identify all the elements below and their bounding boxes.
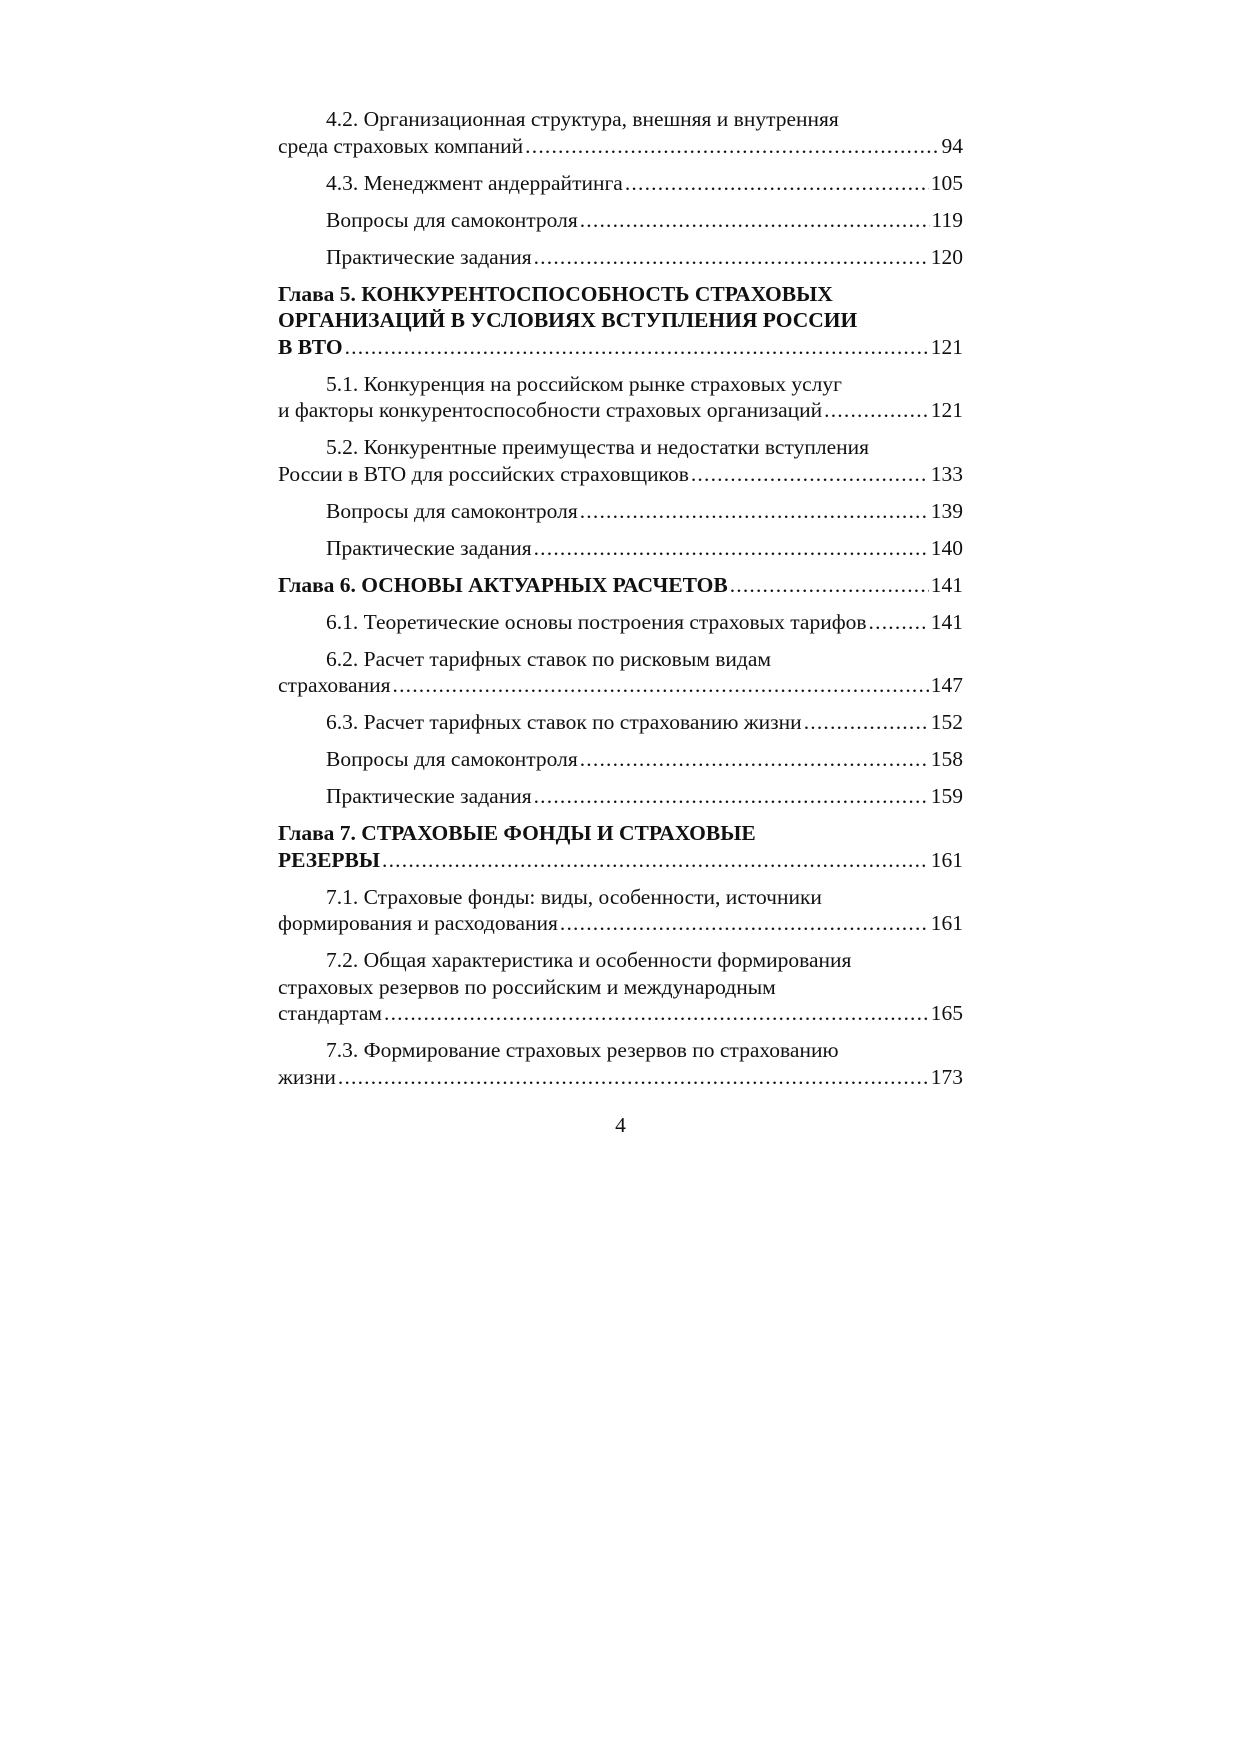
toc-entry-title-line: среда страховых компаний	[278, 133, 524, 158]
toc-page-number: 141	[930, 572, 963, 597]
dot-leader	[580, 498, 929, 525]
toc-entry-row	[278, 207, 963, 234]
toc-entry-title-line: Глава 6. ОСНОВЫ АКТУАРНЫХ РАСЧЕТОВ	[278, 572, 728, 597]
dot-leader	[869, 609, 929, 636]
toc-entry-row	[278, 535, 963, 562]
page-number: 4	[615, 1113, 626, 1137]
dot-leader	[382, 847, 929, 874]
toc-entry-title-line: Практические задания	[326, 244, 532, 269]
toc-entry-row	[278, 334, 963, 361]
dot-leader	[580, 746, 929, 773]
toc-section-entry	[278, 434, 963, 487]
dot-leader	[560, 910, 929, 937]
toc-entry-row	[278, 847, 963, 874]
toc-entry-row	[278, 498, 963, 525]
toc-section-entry	[278, 535, 963, 562]
toc-entry-title-line: 7.3. Формирование страховых резервов по страхованию	[326, 1038, 839, 1062]
toc-page-number: 158	[930, 747, 963, 771]
table-of-contents	[278, 106, 963, 1101]
dot-leader	[384, 1000, 929, 1027]
toc-entry-row	[278, 170, 963, 197]
toc-page-number: 173	[930, 1064, 963, 1089]
toc-chapter-entry	[278, 281, 963, 361]
toc-entry-row	[278, 572, 963, 599]
toc-section-entry	[278, 244, 963, 271]
toc-entry-title-line: Вопросы для самоконтроля	[326, 207, 578, 232]
toc-entry-title-line: и факторы конкурентоспособности страховых организаций	[278, 398, 823, 422]
dot-leader	[625, 170, 929, 197]
dot-leader	[534, 244, 929, 271]
toc-entry-row	[278, 133, 963, 160]
toc-entry-row	[278, 244, 963, 271]
toc-page-number: 161	[930, 911, 963, 935]
toc-page-number: 94	[941, 133, 963, 158]
toc-entry-row	[278, 783, 963, 810]
dot-leader	[345, 334, 929, 361]
toc-page-number: 152	[930, 710, 963, 734]
toc-chapter-entry	[278, 820, 963, 873]
toc-entry-title-line: 4.3. Менеджмент андеррайтинга	[326, 170, 623, 195]
toc-section-entry	[278, 609, 963, 636]
toc-entry-row	[278, 910, 963, 937]
dot-leader	[691, 461, 929, 488]
toc-entry-row	[278, 1000, 963, 1027]
toc-entry-title-line: 6.3. Расчет тарифных ставок по страхованию жизни	[326, 710, 802, 734]
toc-entry-title-line: Вопросы для самоконтроля	[326, 747, 578, 771]
toc-entry-title-line: 6.1. Теоретические основы построения страховых тарифов	[326, 609, 867, 634]
toc-entry-title-line: 5.2. Конкурентные преимущества и недостатки вступления	[326, 435, 870, 459]
toc-entry-title-line: В ВТО	[278, 334, 343, 359]
toc-entry-row	[278, 609, 963, 636]
toc-section-entry	[278, 170, 963, 197]
toc-chapter-entry	[278, 572, 963, 599]
toc-entry-title-line: 4.2. Организационная структура, внешняя и внутренняя	[326, 107, 839, 131]
toc-page-number: 133	[930, 461, 963, 486]
toc-section-entry	[278, 884, 963, 937]
toc-entry-title-line: стандартам	[278, 1001, 383, 1025]
dot-leader	[534, 535, 929, 562]
toc-section-entry	[278, 746, 963, 773]
toc-page-number: 105	[930, 170, 963, 195]
toc-entry-row	[278, 746, 963, 773]
dot-leader	[804, 709, 929, 736]
toc-section-entry	[278, 783, 963, 810]
toc-section-entry	[278, 371, 963, 424]
toc-entry-title-line: Практические задания	[326, 784, 532, 808]
toc-section-entry	[278, 646, 963, 699]
toc-entry-title-line: 6.2. Расчет тарифных ставок по рисковым видам	[326, 646, 772, 671]
dot-leader	[580, 207, 930, 234]
dot-leader	[525, 133, 939, 160]
toc-entry-title-line: Практические задания	[326, 535, 532, 560]
toc-entry-row	[278, 709, 963, 736]
dot-leader	[393, 672, 929, 699]
toc-entry-title-line: Вопросы для самоконтроля	[326, 498, 578, 523]
toc-entry-title-line: России в ВТО для российских страховщиков	[278, 461, 689, 486]
toc-section-entry	[278, 709, 963, 736]
toc-page-number: 119	[931, 207, 963, 232]
toc-page-number: 120	[930, 244, 963, 269]
toc-page-number: 165	[930, 1001, 963, 1025]
toc-entry-title-line: страхования	[278, 673, 391, 697]
toc-entry-title-line: РЕЗЕРВЫ	[278, 847, 381, 872]
toc-page-number: 159	[930, 784, 963, 808]
toc-entry-title-line: Глава 7. СТРАХОВЫЕ ФОНДЫ И СТРАХОВЫЕ	[278, 821, 756, 845]
toc-entry-row	[278, 1064, 963, 1091]
toc-page-number: 121	[930, 398, 963, 422]
toc-entry-title-line: 7.1. Страховые фонды: виды, особенности, источники	[326, 884, 822, 909]
toc-section-entry	[278, 947, 963, 1027]
toc-entry-row	[278, 672, 963, 699]
toc-entry-title-line: страховых резервов по российским и международным	[278, 974, 776, 999]
toc-page-number: 161	[930, 847, 963, 872]
dot-leader	[730, 572, 929, 599]
toc-entry-title-line: формирования и расходования	[278, 911, 558, 935]
toc-page-number: 139	[930, 498, 963, 523]
toc-entry-title-line: Глава 5. КОНКУРЕНТОСПОСОБНОСТЬ СТРАХОВЫХ	[278, 281, 833, 306]
toc-page-number: 147	[930, 673, 963, 697]
toc-entry-title-line: ОРГАНИЗАЦИЙ В УСЛОВИЯХ ВСТУПЛЕНИЯ РОССИИ	[278, 308, 858, 332]
toc-section-entry	[278, 1037, 963, 1090]
toc-page-number: 141	[930, 609, 963, 634]
toc-section-entry	[278, 207, 963, 234]
toc-entry-row	[278, 397, 963, 424]
toc-page-number: 140	[930, 535, 963, 560]
dot-leader	[824, 397, 929, 424]
dot-leader	[534, 783, 929, 810]
dot-leader	[338, 1064, 929, 1091]
toc-page-number: 121	[930, 334, 963, 359]
toc-entry-title-line: 7.2. Общая характеристика и особенности формирования	[326, 948, 852, 972]
toc-entry-row	[278, 461, 963, 488]
toc-section-entry	[278, 498, 963, 525]
toc-entry-title-line: жизни	[278, 1064, 336, 1089]
toc-entry-title-line: 5.1. Конкуренция на российском рынке страховых услуг	[326, 371, 842, 396]
toc-section-entry	[278, 106, 963, 159]
